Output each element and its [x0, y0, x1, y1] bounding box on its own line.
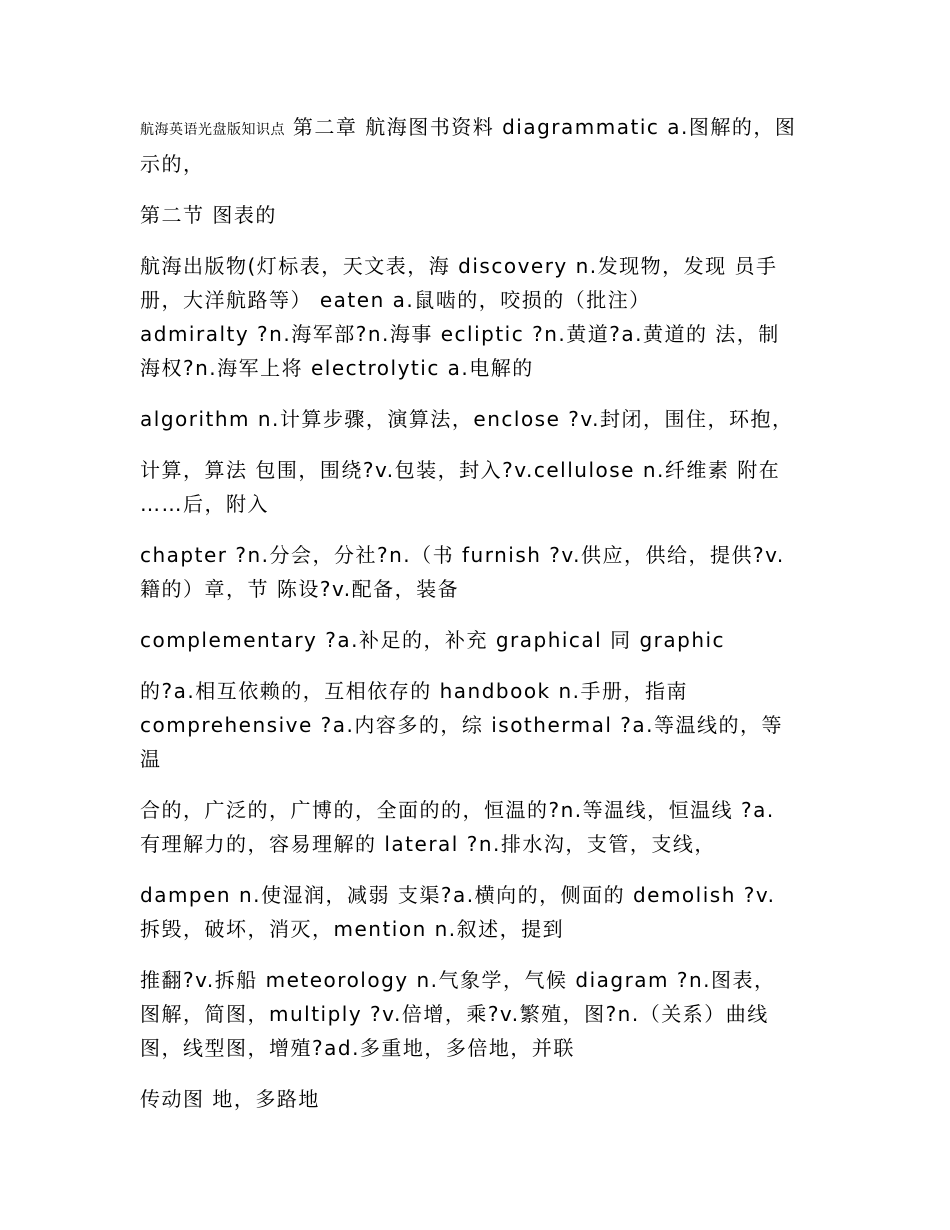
text-line: 合的，广泛的，广博的，全面的的，恒温的?n.等温线，恒温线 ?a.	[140, 798, 775, 822]
paragraph-10	[140, 878, 820, 946]
text-line: ……后，附入	[140, 492, 269, 516]
text-line: admiralty ?n.海军部?n.海事 ecliptic ?n.黄道?a.黄道的 法，制	[140, 322, 780, 346]
paragraph-1	[140, 110, 820, 181]
text-line: 传动图 地，多路地	[140, 1087, 320, 1111]
text-line: algorithm n.计算步骤，演算法，enclose ?v.封闭，围住，环抱，	[140, 407, 794, 431]
paragraph-4	[140, 402, 820, 436]
paragraph-8	[140, 674, 820, 776]
text-line: comprehensive ?a.内容多的，综 isothermal ?a.等温线的，等	[140, 713, 784, 737]
text-line: 图，线型图，增殖?ad.多重地，多倍地，并联	[140, 1036, 575, 1060]
paragraph-9	[140, 793, 820, 861]
text-line: 籍的）章，节 陈设?v.配备，装备	[140, 577, 460, 601]
text-line: 温	[140, 747, 162, 771]
text-line: 第二章 航海图书资料 diagrammatic a.图解的，图	[292, 115, 797, 139]
text-line: chapter ?n.分会，分社?n.（书 furnish ?v.供应，供给，提供?v.	[140, 543, 785, 567]
paragraph-2	[140, 198, 820, 232]
text-line: 推翻?v.拆船 meteorology n.气象学，气候 diagram ?n.图表，	[140, 968, 776, 992]
text-line: 图解，简图，multiply ?v.倍增，乘?v.繁殖，图?n.（关系）曲线	[140, 1002, 769, 1026]
paragraph-5	[140, 453, 820, 521]
text-line: 航海出版物(灯标表，天文表，海 discovery n.发现物，发现 员手	[140, 254, 778, 278]
paragraph-12	[140, 1082, 820, 1116]
text-line: 计算，算法 包围，围绕?v.包装，封入?v.cellulose n.纤维素 附在	[140, 458, 781, 482]
text-line: 海权?n.海军上将 electrolytic a.电解的	[140, 356, 534, 380]
text-line: complementary ?a.补足的，补充 graphical 同 graphic	[140, 628, 726, 652]
paragraph-6	[140, 538, 820, 606]
text-line: 第二节 图表的	[140, 203, 277, 227]
document-header-prefix: 航海英语光盘版知识点	[140, 122, 285, 138]
paragraph-line	[140, 110, 820, 147]
paragraph-3	[140, 249, 820, 385]
text-line: 拆毁，破坏，消灭，mention n.叙述，提到	[140, 917, 565, 941]
text-line: 示的，	[140, 152, 205, 176]
text-line: 有理解力的，容易理解的 lateral ?n.排水沟，支管，支线，	[140, 832, 716, 856]
text-line: dampen n.使湿润，减弱 支渠?a.横向的，侧面的 demolish ?v.	[140, 883, 776, 907]
text-line: 的?a.相互依赖的，互相依存的 handbook n.手册，指南	[140, 679, 689, 703]
paragraph-7	[140, 623, 820, 657]
document-page	[140, 110, 820, 1133]
paragraph-11	[140, 963, 820, 1065]
text-line: 册，大洋航路等） eaten a.鼠啮的，咬损的（批注）	[140, 288, 651, 312]
